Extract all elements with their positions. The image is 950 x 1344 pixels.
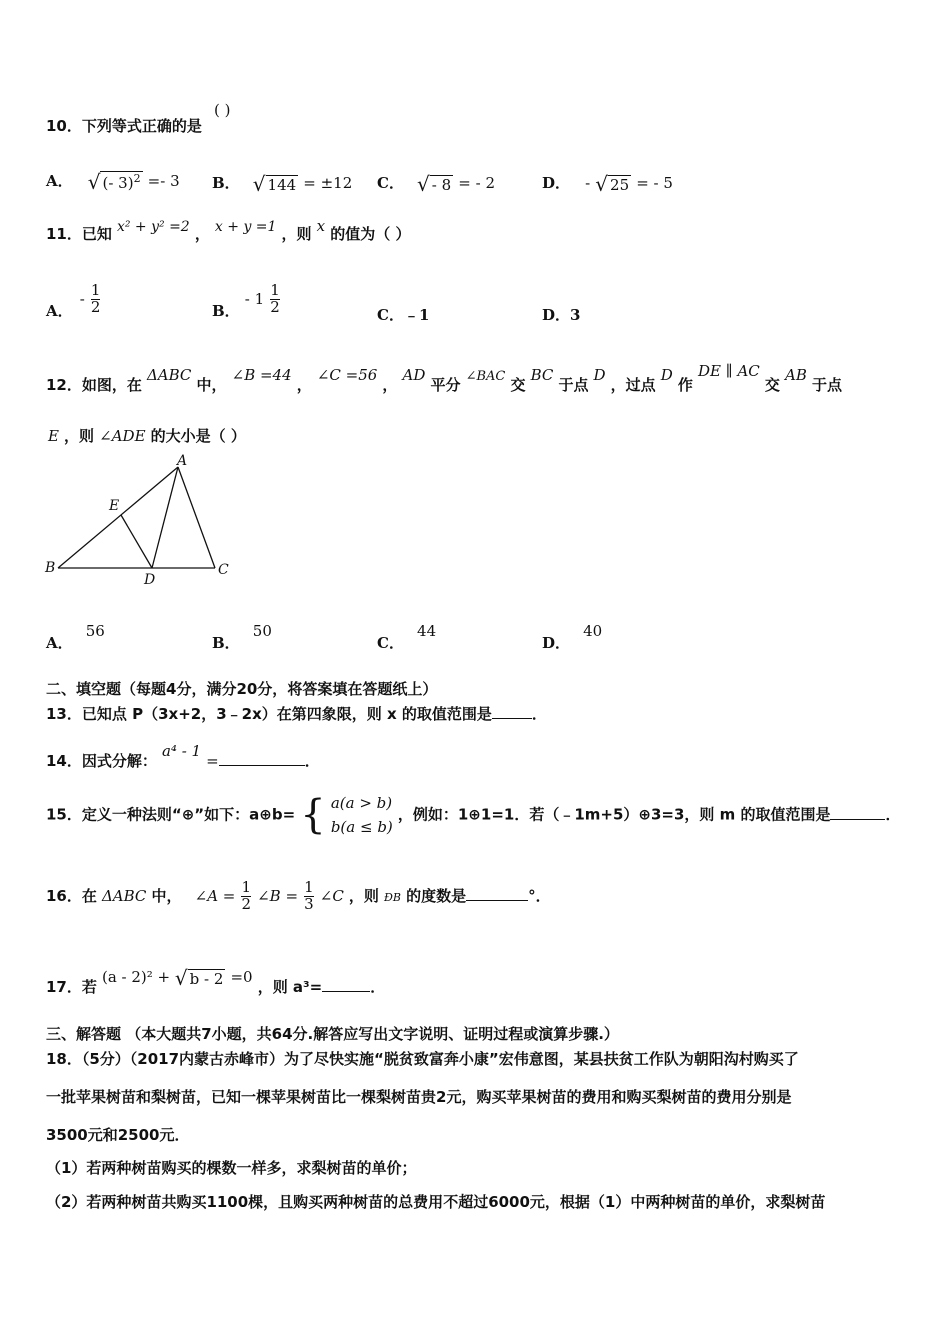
math: AD	[402, 366, 426, 384]
stem-text: ，	[194, 225, 210, 243]
q18-sub1: （1）若两种树苗购买的棵数一样多，求梨树苗的单价；	[46, 1159, 417, 1177]
stem-text: ，过点	[610, 376, 656, 394]
stem-text: ，	[382, 376, 398, 394]
stem-text: 13．已知点 P（3x+2，3﹣2x）在第四象限，则 x 的取值范围是	[46, 705, 492, 723]
option-label: A．	[46, 172, 73, 190]
option-value: 40	[583, 622, 603, 640]
q11-option-d	[542, 304, 580, 325]
q11-stem	[46, 217, 411, 244]
option-label: B．	[212, 301, 240, 320]
stem-text: 的度数是	[406, 886, 467, 905]
option-label: C．	[377, 634, 404, 652]
vertex-label-a: A	[177, 453, 188, 469]
math: D	[660, 366, 673, 384]
stem-text: °．	[528, 886, 551, 905]
stem-text: ．	[531, 705, 547, 723]
q12-option-a	[46, 620, 105, 652]
math: a⁴ - 1	[161, 742, 202, 760]
equation-1: x² + y² =2	[116, 219, 190, 235]
stem-text: 于点	[558, 376, 589, 394]
radical-sign: √	[595, 171, 609, 196]
q18-line2: 一批苹果树苗和梨树苗，已知一棵苹果树苗比一棵梨树苗贵2元，购买苹果树苗的费用和购买梨树苗的费用分别是	[46, 1088, 792, 1106]
stem-text: ，	[296, 376, 312, 394]
minus-sign: -	[585, 174, 591, 192]
fraction: $\frac{1}{2}$	[270, 281, 280, 316]
option-label: D．	[542, 306, 571, 324]
left-brace: {	[300, 792, 326, 838]
segment-ad	[152, 467, 178, 568]
option-label: A．	[46, 634, 73, 652]
q12-option-c	[377, 620, 437, 652]
stem-text: 于点	[811, 376, 842, 394]
q11-option-a	[46, 281, 101, 320]
stem-text: 12．如图，在	[46, 376, 142, 394]
option-label: B．	[212, 174, 240, 192]
vertex-label-e: E	[109, 498, 120, 514]
option-rhs: = ±12	[303, 174, 353, 192]
q10-option-b	[212, 172, 352, 194]
sqrt-expression	[417, 171, 453, 196]
radical-sign: √	[87, 170, 101, 194]
math: DE ∥ AC	[698, 362, 760, 380]
answer-blank	[219, 765, 305, 766]
segment-ac	[178, 467, 215, 568]
stem-text: 交	[510, 376, 526, 394]
segment-ab	[58, 467, 178, 568]
answer-blank	[466, 900, 528, 901]
q10-option-c	[377, 172, 495, 194]
q18-sub2: （2）若两种树苗共购买1100棵，且购买两种树苗的总费用不超过6000元，根据（1）中两种树苗的单价，求梨树苗	[46, 1193, 826, 1211]
math: ∠C	[319, 886, 344, 905]
stem-text: 11．已知	[46, 225, 112, 243]
q18-line3: 3500元和2500元．	[46, 1126, 190, 1144]
stem-text: ，则	[348, 886, 379, 905]
math: D	[593, 366, 606, 384]
radical-sign: √	[417, 171, 430, 196]
stem-text: 作	[677, 376, 693, 394]
option-label: D．	[542, 634, 571, 652]
math: ∠BAC	[465, 369, 506, 384]
stem-text: ，例如：1⊕1=1．若（﹣1m+5）⊕3=3，则 m 的取值范围是	[397, 805, 831, 824]
math: AB	[784, 366, 807, 384]
piecewise-cases	[331, 791, 393, 839]
answer-blank	[322, 991, 370, 992]
variable: x	[316, 217, 326, 235]
radical-sign: √	[174, 965, 188, 990]
math: ÐB	[384, 890, 401, 904]
stem-text: 17．若	[46, 978, 97, 996]
radicand: - 8	[431, 175, 452, 194]
option-rhs: = - 2	[458, 174, 495, 192]
option-label: C．	[377, 306, 404, 324]
math: =0	[230, 968, 253, 986]
vertex-label-d: D	[144, 572, 156, 588]
stem-text: 15．定义一种法则“⊕”如下：a⊕b=	[46, 805, 296, 824]
stem-text: 16．在	[46, 886, 97, 905]
radicand: (- 3)$^2$	[102, 172, 141, 192]
sqrt-expression	[595, 171, 631, 196]
q11-option-c	[377, 304, 429, 325]
option-label: D．	[542, 174, 571, 192]
q10-option-a	[46, 170, 180, 192]
math: ∠A =	[194, 886, 236, 905]
q10-stem: 10．下列等式正确的是	[46, 117, 202, 135]
stem-text: ，则	[64, 427, 95, 445]
option-value: 50	[252, 622, 272, 640]
radical-sign: √	[252, 171, 266, 196]
q13	[46, 703, 547, 724]
option-rhs: =- 3	[147, 172, 180, 190]
answer-blank	[492, 718, 532, 719]
segment-de	[121, 515, 152, 568]
section-2-heading: 二、填空题（每题4分，满分20分，将答案填在答题纸上）	[46, 680, 438, 698]
math: E	[48, 427, 59, 445]
math: ∠ADE	[99, 427, 146, 445]
stem-text: ．	[304, 752, 320, 770]
equation-2: x + y =1	[214, 219, 277, 235]
vertex-label-b: B	[45, 560, 56, 576]
stem-text: 的值为（ ）	[330, 225, 411, 243]
q11-option-b	[212, 281, 281, 320]
math: ∠C =56	[316, 366, 378, 384]
stem-text: 中，	[151, 886, 182, 905]
fraction: $\frac{1}{3}$	[304, 878, 314, 913]
fraction: $\frac{1}{2}$	[90, 281, 101, 316]
q12-stem-line2	[48, 425, 246, 446]
stem-text: 14．因式分解：	[46, 752, 157, 770]
option-value: 56	[85, 622, 105, 640]
q10-answer-paren: ( )	[214, 101, 231, 119]
q16	[46, 880, 551, 913]
option-value: 3	[570, 306, 581, 324]
stem-text: 的大小是（ ）	[150, 427, 246, 445]
equals-sign: =	[206, 752, 219, 770]
option-label: C．	[377, 174, 404, 192]
stem-text: 交	[764, 376, 780, 394]
stem-text: ，则 a³=	[257, 978, 323, 996]
option-rhs: = - 5	[636, 174, 673, 192]
q17	[46, 965, 386, 996]
stem-text: 平分	[430, 376, 461, 394]
fraction: $\frac{1}{2}$	[241, 878, 252, 913]
math: ΔABC	[101, 886, 147, 905]
option-label: B．	[212, 634, 240, 652]
option-value: 44	[417, 622, 437, 640]
option-label: A．	[46, 301, 73, 320]
sqrt-expression	[252, 171, 298, 196]
math: (a - 2)² +	[101, 968, 175, 986]
q12-stem-line1	[46, 362, 842, 395]
minus-sign: -	[79, 289, 85, 308]
radicand: b - 2	[189, 969, 224, 988]
math: ∠B =	[257, 886, 299, 905]
math: ∠B =44	[231, 366, 292, 384]
stem-text: ．	[370, 978, 386, 996]
section-3-heading: 三、解答题 （本大题共7小题，共64分.解答应写出文字说明、证明过程或演算步骤.）	[46, 1025, 619, 1043]
stem-text: ，则	[281, 225, 312, 243]
sqrt-expression	[174, 965, 226, 990]
radicand: 144	[267, 175, 297, 194]
answer-blank	[830, 819, 885, 820]
q15	[46, 791, 901, 839]
math: BC	[530, 366, 554, 384]
triangle-figure	[40, 450, 240, 590]
stem-text: ．	[885, 805, 901, 824]
case-1: a(a > b)	[330, 794, 393, 812]
q12-option-d	[542, 620, 603, 652]
vertex-label-c: C	[218, 562, 229, 578]
q18-line1: 18．（5分）（2017内蒙古赤峰市）为了尽快实施“脱贫致富奔小康”宏伟意图，某县扶贫工作队为朝阳沟村购买了	[46, 1050, 799, 1068]
q12-option-b	[212, 620, 272, 652]
mixed-number-whole: - 1	[244, 289, 265, 308]
case-2: b(a ≤ b)	[330, 818, 393, 836]
q14	[46, 740, 320, 770]
sqrt-expression	[88, 171, 143, 192]
stem-text: 中，	[196, 376, 227, 394]
option-value: ﹣1	[403, 306, 430, 324]
math: ΔABC	[146, 366, 192, 384]
q10-option-d	[542, 172, 673, 194]
radicand: 25	[610, 175, 630, 194]
